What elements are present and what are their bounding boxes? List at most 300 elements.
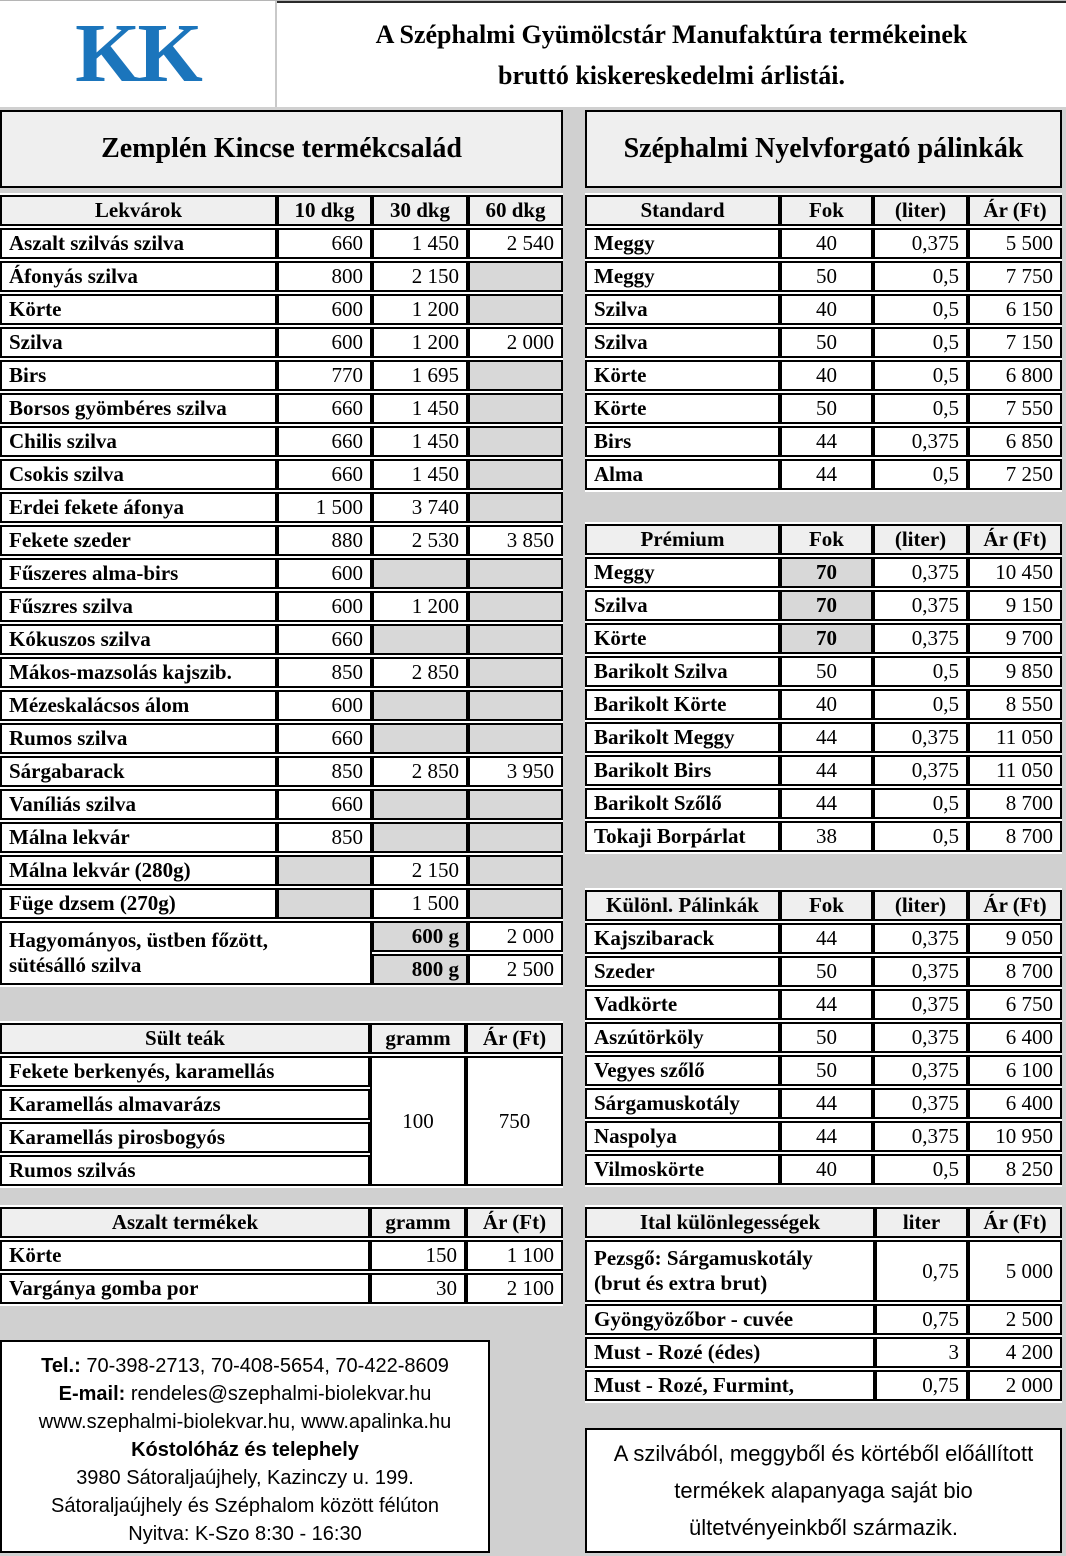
liter-cell: 0,375	[873, 956, 968, 987]
table-row	[0, 723, 563, 754]
header-cell: (liter)	[873, 890, 968, 921]
header-cell: Fok	[780, 524, 873, 555]
table-header-row	[0, 1207, 563, 1238]
page-title-line-1: A Széphalmi Gyümölcstár Manufaktúra termékeinek	[375, 20, 968, 49]
liter-cell: 0,5	[873, 821, 968, 852]
table-row	[585, 956, 1062, 987]
table-row	[585, 1055, 1062, 1086]
table-row	[585, 426, 1062, 457]
price-cell: 660	[277, 723, 372, 754]
product-name-cell: Fűszres szilva	[0, 591, 277, 622]
contact-address: 3980 Sátoraljaújhely, Kazinczy u. 199.	[76, 1467, 414, 1489]
empty-cell	[468, 822, 563, 853]
email-label: E-mail:	[58, 1383, 126, 1405]
header-cell: Prémium	[585, 524, 780, 555]
empty-cell	[468, 591, 563, 622]
header-cell: Ár (Ft)	[968, 1207, 1062, 1238]
product-name-cell: Vilmoskörte	[585, 1154, 780, 1185]
price-cell: 11 050	[968, 722, 1062, 753]
empty-cell	[468, 360, 563, 391]
price-cell: 1 500	[277, 492, 372, 523]
price-cell: 7 550	[968, 393, 1062, 424]
header-cell: Fok	[780, 195, 873, 226]
liter-cell: 0,75	[875, 1304, 968, 1335]
product-name-cell: Körte	[585, 360, 780, 391]
liter-cell: 0,375	[873, 426, 968, 457]
header-cell: Standard	[585, 195, 780, 226]
price-cell: 1 450	[372, 426, 468, 457]
aszalt-termekek-table	[0, 1205, 563, 1306]
bio-note-line-3: ültetvényeinkből származik.	[688, 1515, 958, 1540]
table-row	[585, 1121, 1062, 1152]
product-name-cell: Vadkörte	[585, 989, 780, 1020]
product-name-cell: Rumos szilva	[0, 723, 277, 754]
liter-cell: 3	[875, 1337, 968, 1368]
liter-cell: 0,5	[873, 1154, 968, 1185]
header	[0, 0, 1066, 107]
table-row	[585, 1370, 1062, 1401]
liter-cell: 0,375	[873, 1055, 968, 1086]
product-name-cell: Körte	[585, 393, 780, 424]
product-name-line-2: sütésálló szilva	[9, 953, 142, 977]
product-name-cell: Birs	[0, 360, 277, 391]
empty-cell	[372, 690, 468, 721]
header-cell: Lekvárok	[0, 195, 277, 226]
standard-table	[585, 193, 1062, 492]
table-row	[585, 327, 1062, 358]
product-name-cell: Fekete berkenyés, karamellás	[0, 1056, 370, 1087]
price-cell: 660	[277, 459, 372, 490]
page-title	[277, 1, 1066, 107]
section-title-zemplen: Zemplén Kincse termékcsalád	[0, 110, 563, 188]
product-name-cell: Aszalt szilvás szilva	[0, 228, 277, 259]
price-cell: 1 500	[372, 888, 468, 919]
liter-cell: 0,5	[873, 294, 968, 325]
fok-cell: 50	[780, 393, 873, 424]
table-row	[585, 1088, 1062, 1119]
product-name-cell: Mézeskalácsos álom	[0, 690, 277, 721]
table-row	[0, 921, 563, 952]
bio-note-line-2: termékek alapanyaga saját bio	[674, 1478, 973, 1503]
product-name-cell: Szilva	[585, 327, 780, 358]
liter-cell: 0,75	[875, 1240, 968, 1302]
product-name-cell: Körte	[0, 1240, 370, 1271]
product-name-cell: Meggy	[585, 557, 780, 588]
table-row	[585, 294, 1062, 325]
price-cell: 2 850	[372, 657, 468, 688]
table-row	[585, 788, 1062, 819]
product-name-cell: Szilva	[585, 590, 780, 621]
fok-cell: 40	[780, 689, 873, 720]
product-name-cell: Barikolt Szőlő	[585, 788, 780, 819]
product-name-cell: Áfonyás szilva	[0, 261, 277, 292]
empty-cell	[468, 789, 563, 820]
table-header-row	[0, 195, 563, 226]
table-row	[0, 459, 563, 490]
fok-cell: 44	[780, 1121, 873, 1152]
price-cell: 2 150	[372, 261, 468, 292]
price-cell: 9 700	[968, 623, 1062, 654]
liter-cell: 0,375	[873, 590, 968, 621]
product-name-cell	[0, 921, 372, 985]
fok-cell: 50	[780, 261, 873, 292]
price-cell: 660	[277, 789, 372, 820]
price-cell: 6 400	[968, 1088, 1062, 1119]
fok-cell: 44	[780, 426, 873, 457]
price-cell: 1 450	[372, 459, 468, 490]
price-cell: 10 450	[968, 557, 1062, 588]
table-row	[585, 1337, 1062, 1368]
header-cell: Ár (Ft)	[968, 524, 1062, 555]
price-cell: 660	[277, 624, 372, 655]
table-row	[585, 557, 1062, 588]
empty-cell	[372, 558, 468, 589]
table-row	[585, 821, 1062, 852]
header-cell: Különl. Pálinkák	[585, 890, 780, 921]
product-name-cell: Gyöngyözőbor - cuvée	[585, 1304, 875, 1335]
table-row	[585, 1240, 1062, 1302]
product-name-cell: Karamellás pirosbogyós	[0, 1122, 370, 1153]
section-title-palinka: Széphalmi Nyelvforgató pálinkák	[585, 110, 1062, 188]
liter-cell: 0,5	[873, 656, 968, 687]
table-header-row	[585, 524, 1062, 555]
price-cell: 770	[277, 360, 372, 391]
table-row	[0, 1273, 563, 1304]
liter-cell: 0,375	[873, 722, 968, 753]
sult-teak-table	[0, 1021, 563, 1188]
price-cell: 10 950	[968, 1121, 1062, 1152]
table-row	[0, 492, 563, 523]
header-cell: Aszalt termékek	[0, 1207, 370, 1238]
price-cell: 2 000	[468, 921, 563, 952]
price-cell: 850	[277, 822, 372, 853]
empty-cell	[372, 723, 468, 754]
product-name-cell: Chilis szilva	[0, 426, 277, 457]
fok-cell: 44	[780, 989, 873, 1020]
contact-web: www.szephalmi-biolekvar.hu, www.apalinka.hu	[38, 1411, 452, 1433]
product-name-cell: Aszútörköly	[585, 1022, 780, 1053]
table-row	[585, 989, 1062, 1020]
fok-cell: 40	[780, 228, 873, 259]
fok-cell: 44	[780, 459, 873, 490]
lekvarok-table	[0, 193, 563, 987]
logo-text: KK	[75, 7, 200, 100]
tel-numbers: 70-398-2713, 70-408-5654, 70-422-8609	[86, 1355, 449, 1377]
table-row	[585, 360, 1062, 391]
contact-email	[2, 1380, 488, 1408]
table-row	[0, 657, 563, 688]
fok-cell: 40	[780, 360, 873, 391]
price-cell: 1 200	[372, 327, 468, 358]
table-row	[585, 755, 1062, 786]
table-row	[0, 228, 563, 259]
table-row	[585, 1304, 1062, 1335]
price-cell: 600	[277, 558, 372, 589]
kulonl-palinkak-table	[585, 888, 1062, 1187]
price-cell: 2 850	[372, 756, 468, 787]
price-cell: 5 000	[968, 1240, 1062, 1302]
contact-tel	[2, 1352, 488, 1380]
price-cell: 880	[277, 525, 372, 556]
fok-cell: 70	[780, 623, 873, 654]
product-name-cell: Naspolya	[585, 1121, 780, 1152]
price-cell: 8 700	[968, 821, 1062, 852]
table-row	[0, 327, 563, 358]
product-name-cell: Füge dzsem (270g)	[0, 888, 277, 919]
price-cell: 660	[277, 426, 372, 457]
left-column	[0, 107, 563, 1553]
tel-label: Tel.:	[41, 1355, 81, 1377]
price-cell: 3 740	[372, 492, 468, 523]
fok-cell: 50	[780, 956, 873, 987]
product-name-cell	[585, 1240, 875, 1302]
product-name-cell: Barikolt Meggy	[585, 722, 780, 753]
empty-cell	[468, 492, 563, 523]
product-name-cell: Sárgamuskotály	[585, 1088, 780, 1119]
price-cell: 2 000	[968, 1370, 1062, 1401]
price-cell: 6 150	[968, 294, 1062, 325]
price-cell: 7 750	[968, 261, 1062, 292]
ital-table	[585, 1205, 1062, 1403]
price-cell: 7 250	[968, 459, 1062, 490]
price-cell: 8 550	[968, 689, 1062, 720]
product-name-cell: Barikolt Birs	[585, 755, 780, 786]
table-row	[0, 393, 563, 424]
header-cell: liter	[875, 1207, 968, 1238]
company-logo	[0, 1, 277, 107]
product-name-cell: Meggy	[585, 261, 780, 292]
table-row	[0, 591, 563, 622]
table-row	[585, 393, 1062, 424]
table-row	[0, 690, 563, 721]
right-column	[585, 107, 1062, 1553]
price-cell: 2 500	[968, 1304, 1062, 1335]
price-cell: 2 000	[468, 327, 563, 358]
table-row	[585, 623, 1062, 654]
liter-cell: 0,375	[873, 228, 968, 259]
fok-cell: 44	[780, 788, 873, 819]
liter-cell: 0,375	[873, 1088, 968, 1119]
table-row	[0, 294, 563, 325]
price-cell: 3 850	[468, 525, 563, 556]
table-row	[0, 888, 563, 919]
fok-cell: 40	[780, 1154, 873, 1185]
header-cell: Ár (Ft)	[968, 195, 1062, 226]
product-name-cell: Fekete szeder	[0, 525, 277, 556]
liter-cell: 0,375	[873, 1022, 968, 1053]
price-cell: 7 150	[968, 327, 1062, 358]
table-row	[585, 261, 1062, 292]
product-name-cell: Mákos-mazsolás kajszib.	[0, 657, 277, 688]
table-row	[0, 261, 563, 292]
liter-cell: 0,375	[873, 755, 968, 786]
empty-cell	[468, 657, 563, 688]
liter-cell: 0,5	[873, 393, 968, 424]
table-row	[0, 789, 563, 820]
empty-cell	[372, 624, 468, 655]
header-cell: Ital különlegességek	[585, 1207, 875, 1238]
price-cell: 660	[277, 228, 372, 259]
price-cell: 600	[277, 591, 372, 622]
liter-cell: 0,375	[873, 989, 968, 1020]
table-row	[585, 689, 1062, 720]
liter-cell: 0,375	[873, 623, 968, 654]
liter-cell: 0,5	[873, 261, 968, 292]
product-name-cell: Körte	[585, 623, 780, 654]
header-cell: gramm	[370, 1023, 466, 1054]
fok-cell: 40	[780, 294, 873, 325]
price-cell: 1 200	[372, 294, 468, 325]
product-name-cell: Meggy	[585, 228, 780, 259]
header-cell: 30 dkg	[372, 195, 468, 226]
liter-cell: 0,375	[873, 1121, 968, 1152]
product-name-line-1: Hagyományos, üstben főzött,	[9, 928, 269, 952]
empty-cell	[372, 822, 468, 853]
fok-cell: 70	[780, 590, 873, 621]
price-cell: 8 250	[968, 1154, 1062, 1185]
liter-cell: 0,375	[873, 557, 968, 588]
table-row	[585, 590, 1062, 621]
size-cell: 800 g	[372, 954, 468, 985]
email-address: rendeles@szephalmi-biolekvar.hu	[130, 1383, 432, 1405]
header-cell: gramm	[370, 1207, 466, 1238]
empty-cell	[468, 723, 563, 754]
table-row	[585, 1154, 1062, 1185]
product-name-cell: Rumos szilvás	[0, 1155, 370, 1186]
empty-cell	[468, 558, 563, 589]
header-cell: Sült teák	[0, 1023, 370, 1054]
fok-cell: 44	[780, 755, 873, 786]
price-cell: 8 700	[968, 788, 1062, 819]
price-cell: 11 050	[968, 755, 1062, 786]
product-name-line-1: Pezsgő: Sárgamuskotály	[594, 1246, 813, 1270]
table-header-row	[0, 1023, 563, 1054]
table-row	[585, 1022, 1062, 1053]
price-cell: 8 700	[968, 956, 1062, 987]
table-row	[0, 360, 563, 391]
gramm-cell: 30	[370, 1273, 466, 1304]
table-header-row	[585, 195, 1062, 226]
contact-box	[0, 1340, 490, 1553]
empty-cell	[468, 855, 563, 886]
product-name-cell: Málna lekvár	[0, 822, 277, 853]
price-cell: 9 150	[968, 590, 1062, 621]
fok-cell: 44	[780, 722, 873, 753]
table-row	[585, 923, 1062, 954]
empty-cell	[468, 459, 563, 490]
empty-cell	[468, 426, 563, 457]
table-row	[0, 426, 563, 457]
header-cell: Ár (Ft)	[968, 890, 1062, 921]
price-cell: 1 450	[372, 228, 468, 259]
price-cell: 1 695	[372, 360, 468, 391]
product-name-cell: Málna lekvár (280g)	[0, 855, 277, 886]
table-row	[0, 822, 563, 853]
table-row	[585, 656, 1062, 687]
fok-cell: 44	[780, 923, 873, 954]
gramm-cell: 150	[370, 1240, 466, 1271]
price-cell: 2 150	[372, 855, 468, 886]
liter-cell: 0,5	[873, 788, 968, 819]
product-name-cell: Sárgabarack	[0, 756, 277, 787]
fok-cell: 50	[780, 656, 873, 687]
empty-cell	[468, 294, 563, 325]
fok-cell: 70	[780, 557, 873, 588]
header-cell: (liter)	[873, 524, 968, 555]
price-cell: 9 050	[968, 923, 1062, 954]
product-name-cell: Szeder	[585, 956, 780, 987]
price-cell: 5 500	[968, 228, 1062, 259]
price-cell: 6 100	[968, 1055, 1062, 1086]
product-name-line-2: (brut és extra brut)	[594, 1271, 768, 1295]
product-name-cell: Szilva	[585, 294, 780, 325]
product-name-cell: Vaníliás szilva	[0, 789, 277, 820]
price-cell: 600	[277, 690, 372, 721]
price-cell: 1 450	[372, 393, 468, 424]
product-name-cell: Barikolt Szilva	[585, 656, 780, 687]
price-cell: 600	[277, 327, 372, 358]
header-cell: Ár (Ft)	[466, 1207, 563, 1238]
product-name-cell: Kókuszos szilva	[0, 624, 277, 655]
product-name-cell: Must - Rozé, Furmint,	[585, 1370, 875, 1401]
page-title-line-2: bruttó kiskereskedelmi árlistái.	[498, 61, 845, 90]
size-cell: 600 g	[372, 921, 468, 952]
table-row	[0, 855, 563, 886]
price-cell: 6 850	[968, 426, 1062, 457]
header-cell: Ár (Ft)	[466, 1023, 563, 1054]
product-name-cell: Barikolt Körte	[585, 689, 780, 720]
price-cell: 2 540	[468, 228, 563, 259]
price-cell: 2 530	[372, 525, 468, 556]
price-cell: 600	[277, 294, 372, 325]
empty-cell	[468, 690, 563, 721]
fok-cell: 38	[780, 821, 873, 852]
empty-cell	[277, 888, 372, 919]
table-row	[0, 1240, 563, 1271]
fok-cell: 50	[780, 327, 873, 358]
product-name-cell: Erdei fekete áfonya	[0, 492, 277, 523]
product-name-cell: Alma	[585, 459, 780, 490]
empty-cell	[372, 789, 468, 820]
liter-cell: 0,5	[873, 459, 968, 490]
premium-table	[585, 522, 1062, 854]
price-cell: 3 950	[468, 756, 563, 787]
table-header-row	[585, 890, 1062, 921]
table-row	[585, 459, 1062, 490]
price-cell: 2 100	[466, 1273, 563, 1304]
table-row	[0, 756, 563, 787]
header-cell: Fok	[780, 890, 873, 921]
price-cell: 6 800	[968, 360, 1062, 391]
liter-cell: 0,5	[873, 360, 968, 391]
table-row	[585, 722, 1062, 753]
empty-cell	[468, 261, 563, 292]
table-row	[585, 228, 1062, 259]
price-cell: 6 400	[968, 1022, 1062, 1053]
fok-cell: 50	[780, 1055, 873, 1086]
gramm-cell: 100	[370, 1056, 466, 1186]
product-name-cell: Karamellás almavarázs	[0, 1089, 370, 1120]
product-name-cell: Fűszeres alma-birs	[0, 558, 277, 589]
price-cell: 850	[277, 657, 372, 688]
product-name-cell: Vargánya gomba por	[0, 1273, 370, 1304]
fok-cell: 50	[780, 1022, 873, 1053]
empty-cell	[468, 393, 563, 424]
contact-location: Sátoraljaújhely és Széphalom között félúton	[50, 1495, 439, 1517]
bio-note	[585, 1428, 1062, 1553]
contact-tasting-house: Kóstolóház és telephely	[131, 1439, 359, 1461]
product-name-cell: Csokis szilva	[0, 459, 277, 490]
